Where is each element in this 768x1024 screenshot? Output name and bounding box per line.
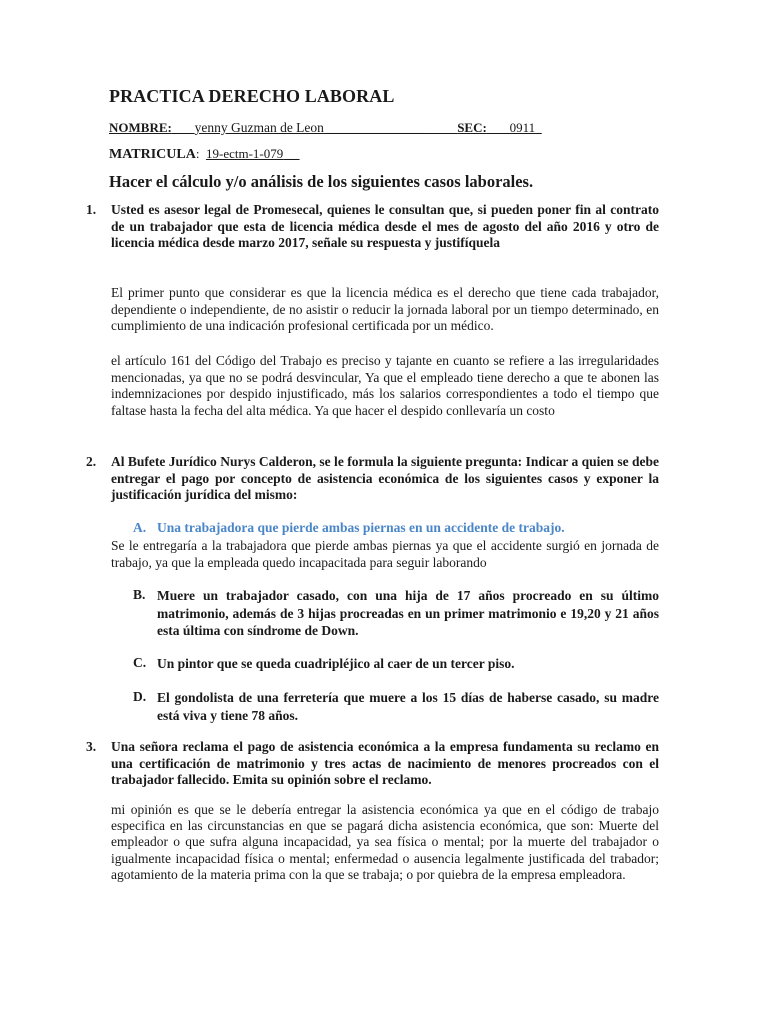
question-2b-label: B. <box>133 587 146 602</box>
question-1-number: 1. <box>86 202 97 217</box>
question-2a-text: Una trabajadora que pierde ambas piernas en un accidente de trabajo. <box>157 520 565 535</box>
question-2b-text: Muere un trabajador casado, con una hija de 17 años procreado en su último matrimonio, además de 3 hijas procreadas en un primer matrimonio e 19,20 y 21 años esta última con síndrome de Down. <box>157 588 659 638</box>
matricula-line: MATRICULA: 19-ectm-1-079 __ <box>109 146 300 162</box>
question-2d-text: El gondolista de una ferretería que muere a los 15 días de haberse casado, su madre está viva y tiene 78 años. <box>157 690 659 723</box>
question-1-text: Usted es asesor legal de Promesecal, quienes le consultan que, si pueden poner fin al contrato de un trabajador que esta de licencia médica desde el mes de agosto del año 2016 y otro de licencia médica desde marzo 2017, señale su respuesta y justifíquela <box>111 202 659 250</box>
question-3-text: Una señora reclama el pago de asistencia económica a la empresa fundamenta su reclamo en una certificación de matrimonio y tres actas de nacimiento de menores procreados con el trabajador fallecido. Emita su opinión sobre el reclamo. <box>111 739 659 787</box>
question-2c-text: Un pintor que se queda cuadripléjico al caer de un tercer piso. <box>157 656 515 671</box>
question-2-number: 2. <box>86 454 97 469</box>
question-1-answer-p1: El primer punto que considerar es que la licencia médica es el derecho que tiene cada trabajador, dependiente o independiente, de no asistir o reducir la jornada laboral por un tiempo determinado, en cumplimiento de una indicación profesional certificada por un médico. <box>111 285 659 333</box>
instructions-heading: Hacer el cálculo y/o análisis de los siguientes casos laborales. <box>109 172 534 191</box>
sec-value: 0911 <box>509 120 536 135</box>
sec-label: SEC: <box>457 120 487 135</box>
nombre-label: NOMBRE: <box>109 120 172 135</box>
question-3-answer: mi opinión es que se le debería entregar la asistencia económica ya que en el código de trabajo especifica en las circunstancias en que se pagará dicha asistencia económica, que son: Muerte del empleador o que sufra alguna incapacidad, ya sea física o mental; por la muerte del trabajador o igualmente incapacidad física o mental; enfermedad o ausencia legalmente justificada del trabador; agotamiento de la materia prima con la que se trabaja; o por quiebra de la empresa empleadora. <box>111 802 659 882</box>
question-2d-label: D. <box>133 689 147 704</box>
matricula-value: 19-ectm-1-079 <box>205 146 284 161</box>
question-2a-label: A. <box>133 520 147 535</box>
matricula-label: MATRICULA <box>109 147 196 162</box>
question-2c-label: C. <box>133 655 147 670</box>
question-3-number: 3. <box>86 739 97 754</box>
nombre-value: yenny Guzman de Leon <box>194 120 324 135</box>
nombre-line: NOMBRE: yenny Guzman de Leon _______________ SEC: 0911_ <box>109 120 542 135</box>
question-1-answer-p2: el artículo 161 del Código del Trabajo es preciso y tajante en cuanto se refiere a las irregularidades mencionadas, ya que no se podrá desvincular, Ya que el empleado tiene derecho a que te abonen las indemnizaciones por despido injustificado, más los salarios correspondientes a todo el tiempo que faltase hasta la fecha del alta médica. Ya que hacer el despido conllevaría un costo <box>111 353 659 418</box>
question-2-text: Al Bufete Jurídico Nurys Calderon, se le formula la siguiente pregunta: Indicar a quien se debe entregar el pago por concepto de asistencia económica de los siguientes casos y exponer la justificación jurídica del mismo: <box>111 454 659 502</box>
document-title: PRACTICA DERECHO LABORAL <box>109 86 395 106</box>
question-2a-answer: Se le entregaría a la trabajadora que pierde ambas piernas ya que el accidente surgió en jornada de trabajo, ya que la empleada quedo incapacitada para seguir laborando <box>111 538 659 570</box>
